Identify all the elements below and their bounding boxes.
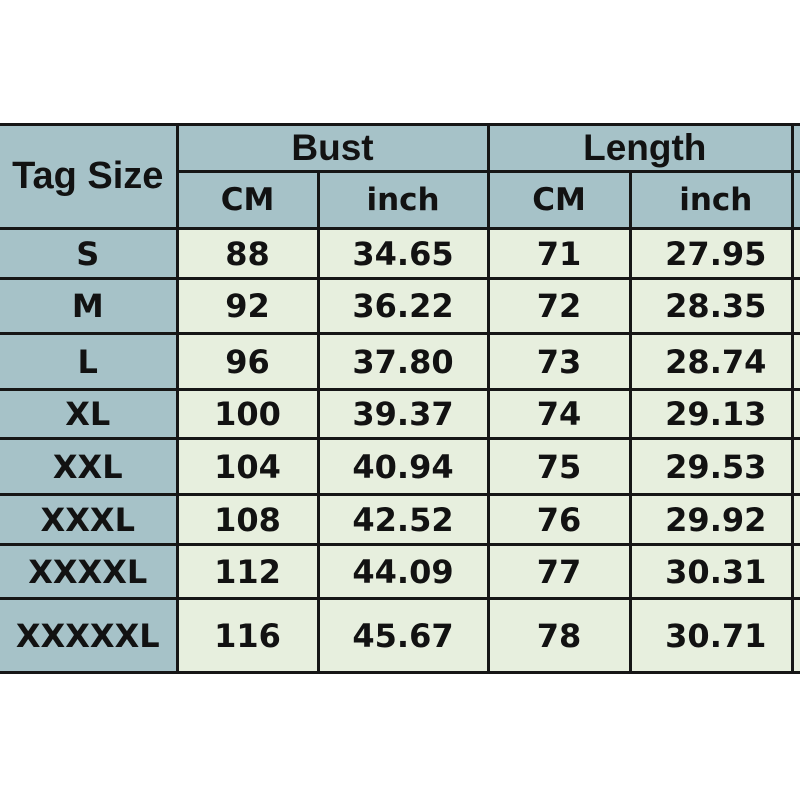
bust-cm-cell: 100 — [177, 390, 318, 439]
bust-cm-header: CM — [177, 172, 318, 229]
bust-cm-cell: 88 — [177, 229, 318, 279]
size-table — [0, 123, 800, 674]
size-cell: XXXXL — [0, 545, 177, 599]
length-cm-cell: 73 — [488, 334, 630, 390]
length-inch-cell: 30.71 — [630, 599, 800, 673]
bust-inch-cell: 45.67 — [318, 599, 488, 673]
group-header-row — [0, 125, 800, 172]
length-cm-cell: 75 — [488, 439, 630, 495]
length-cm-header: CM — [488, 172, 630, 229]
bust-inch-cell: 36.22 — [318, 279, 488, 334]
bust-inch-header: inch — [318, 172, 488, 229]
size-cell: S — [0, 229, 177, 279]
length-inch-cell: 29.53 — [630, 439, 800, 495]
length-cm-cell: 78 — [488, 599, 630, 673]
table-row — [0, 390, 800, 439]
size-cell: M — [0, 279, 177, 334]
bust-cm-cell: 96 — [177, 334, 318, 390]
bust-inch-cell: 44.09 — [318, 545, 488, 599]
table-row — [0, 545, 800, 599]
bust-cm-cell: 108 — [177, 495, 318, 545]
size-cell: XXL — [0, 439, 177, 495]
bust-cm-cell: 116 — [177, 599, 318, 673]
length-cm-cell: 77 — [488, 545, 630, 599]
length-inch-cell: 27.95 — [630, 229, 800, 279]
table-row — [0, 599, 800, 673]
bust-inch-cell: 39.37 — [318, 390, 488, 439]
bust-cm-cell: 112 — [177, 545, 318, 599]
length-cm-cell: 72 — [488, 279, 630, 334]
length-inch-cell: 28.35 — [630, 279, 800, 334]
length-inch-cell: 30.31 — [630, 545, 800, 599]
size-cell: L — [0, 334, 177, 390]
length-header: Length — [488, 125, 800, 172]
table-right-border — [791, 123, 794, 671]
length-inch-cell: 29.92 — [630, 495, 800, 545]
table-row — [0, 229, 800, 279]
length-inch-cell: 28.74 — [630, 334, 800, 390]
bust-inch-cell: 42.52 — [318, 495, 488, 545]
length-inch-header: inch — [630, 172, 800, 229]
size-cell: XL — [0, 390, 177, 439]
length-cm-cell: 71 — [488, 229, 630, 279]
bust-cm-cell: 104 — [177, 439, 318, 495]
size-chart — [0, 123, 800, 671]
table-row — [0, 439, 800, 495]
length-cm-cell: 76 — [488, 495, 630, 545]
table-row — [0, 495, 800, 545]
bust-inch-cell: 40.94 — [318, 439, 488, 495]
size-cell: XXXL — [0, 495, 177, 545]
length-cm-cell: 74 — [488, 390, 630, 439]
bust-inch-cell: 37.80 — [318, 334, 488, 390]
bust-header: Bust — [177, 125, 488, 172]
tag-size-header: Tag Size — [0, 125, 177, 229]
size-cell: XXXXXL — [0, 599, 177, 673]
bust-cm-cell: 92 — [177, 279, 318, 334]
table-row — [0, 334, 800, 390]
bust-inch-cell: 34.65 — [318, 229, 488, 279]
table-row — [0, 279, 800, 334]
length-inch-cell: 29.13 — [630, 390, 800, 439]
